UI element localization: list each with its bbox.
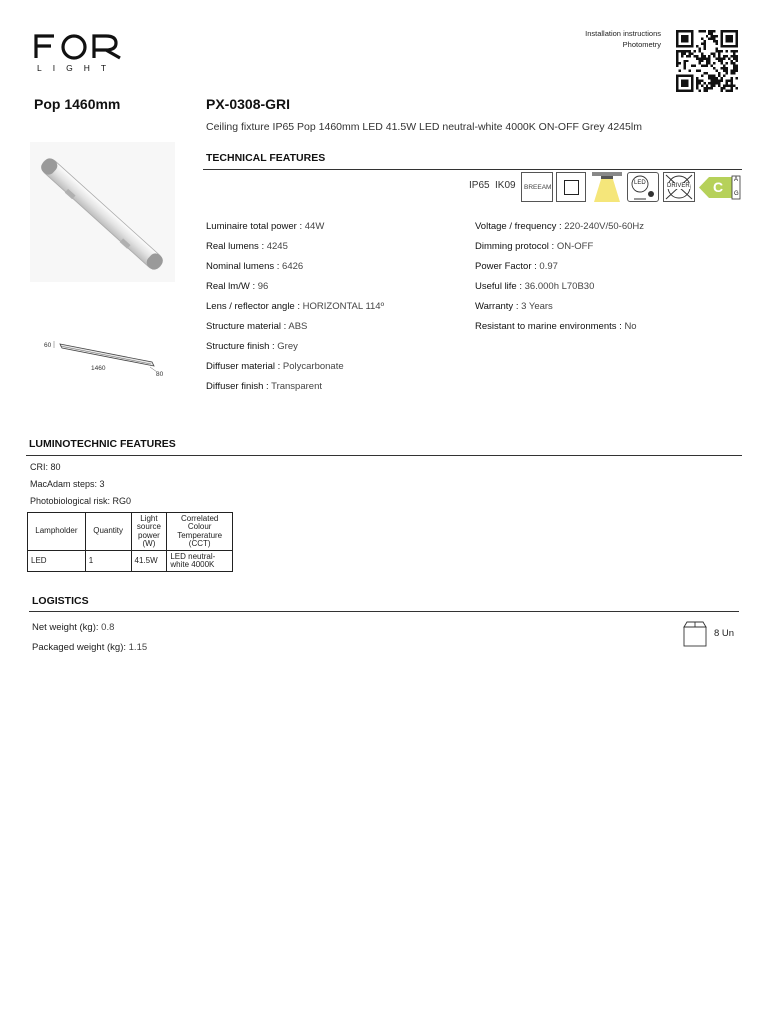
product-description: Ceiling fixture IP65 Pop 1460mm LED 41.5W LED neutral-white 4000K ON-OFF Grey 4245lm <box>206 121 642 133</box>
feature-row: Luminaire total power : 44W <box>206 221 325 232</box>
feature-row: Real lm/W : 96 <box>206 281 269 292</box>
table-header-row <box>28 513 233 551</box>
feature-row: Real lumens : 4245 <box>206 241 288 252</box>
led-replaceable-icon: LED <box>627 172 659 202</box>
technical-features-title: TECHNICAL FEATURES <box>206 152 326 164</box>
brand-logo <box>34 30 126 74</box>
energy-class-icon: C A G <box>699 175 741 200</box>
feature-row: Useful life : 36.000h L70B30 <box>475 281 595 292</box>
feature-row: Structure material : ABS <box>206 321 308 332</box>
macadam-value: MacAdam steps: 3 <box>30 479 105 489</box>
luminotechnic-features-title: LUMINOTECHNIC FEATURES <box>29 438 176 450</box>
logistics-divider <box>29 611 739 612</box>
dimension-length: 1460 <box>91 365 106 372</box>
certification-icon-row <box>468 172 742 204</box>
dimension-drawing <box>38 336 170 384</box>
table-row <box>28 551 233 572</box>
net-weight: Net weight (kg): 0.8 <box>32 622 115 633</box>
technical-features-left <box>206 221 384 401</box>
table-header: Light source power (W) <box>131 513 167 551</box>
ceiling-light-icon <box>590 172 624 202</box>
logistics-title: LOGISTICS <box>32 595 89 607</box>
feature-row: Nominal lumens : 6426 <box>206 261 304 272</box>
driver-icon: DRIVER <box>663 172 695 202</box>
dimension-width: 80 <box>156 371 164 378</box>
table-cell: LED neutral-white 4000K <box>167 551 233 572</box>
table-header: Lampholder <box>28 513 86 551</box>
class-ii-icon <box>556 172 586 202</box>
top-links <box>585 28 661 50</box>
ik-rating: IK09 <box>495 180 516 191</box>
product-reference: PX-0308-GRI <box>206 96 291 112</box>
table-cell: 1 <box>85 551 131 572</box>
breeam-icon: BREEAM <box>521 172 553 202</box>
ip-rating: IP65 <box>469 180 490 191</box>
installation-instructions-link[interactable]: Installation instructions <box>585 29 661 38</box>
cri-value: CRI: 80 <box>30 462 61 472</box>
feature-row: Structure finish : Grey <box>206 341 298 352</box>
feature-row: Warranty : 3 Years <box>475 301 553 312</box>
product-photo <box>30 142 175 282</box>
photometry-link[interactable]: Photometry <box>622 40 661 49</box>
packaged-weight: Packaged weight (kg): 1.15 <box>32 642 148 653</box>
luminotechnic-divider <box>26 455 742 456</box>
table-cell: LED <box>28 551 86 572</box>
feature-row: Power Factor : 0.97 <box>475 261 558 272</box>
package-box-icon <box>682 620 708 648</box>
technical-features-right <box>475 221 644 341</box>
table-header: Correlated Colour Temperature (CCT) <box>167 513 233 551</box>
technical-divider <box>203 169 742 170</box>
feature-row: Resistant to marine environments : No <box>475 321 637 332</box>
dimension-height: 60 <box>44 342 52 349</box>
feature-row: Lens / reflector angle : HORIZONTAL 114º <box>206 301 385 312</box>
logo-light-text: LIGHT <box>37 63 118 73</box>
product-name: Pop 1460mm <box>34 96 121 112</box>
units-per-box: 8 Un <box>714 628 735 639</box>
feature-row: Voltage / frequency : 220-240V/50-60Hz <box>475 221 645 232</box>
feature-row: Dimming protocol : ON-OFF <box>475 241 594 252</box>
feature-row: Diffuser material : Polycarbonate <box>206 361 344 372</box>
feature-row: Diffuser finish : Transparent <box>206 381 322 392</box>
table-header: Quantity <box>85 513 131 551</box>
qr-code[interactable] <box>675 30 739 92</box>
table-cell: 41.5W <box>131 551 167 572</box>
lampholder-table <box>27 512 233 572</box>
photobiological-risk: Photobiological risk: RG0 <box>30 496 132 506</box>
